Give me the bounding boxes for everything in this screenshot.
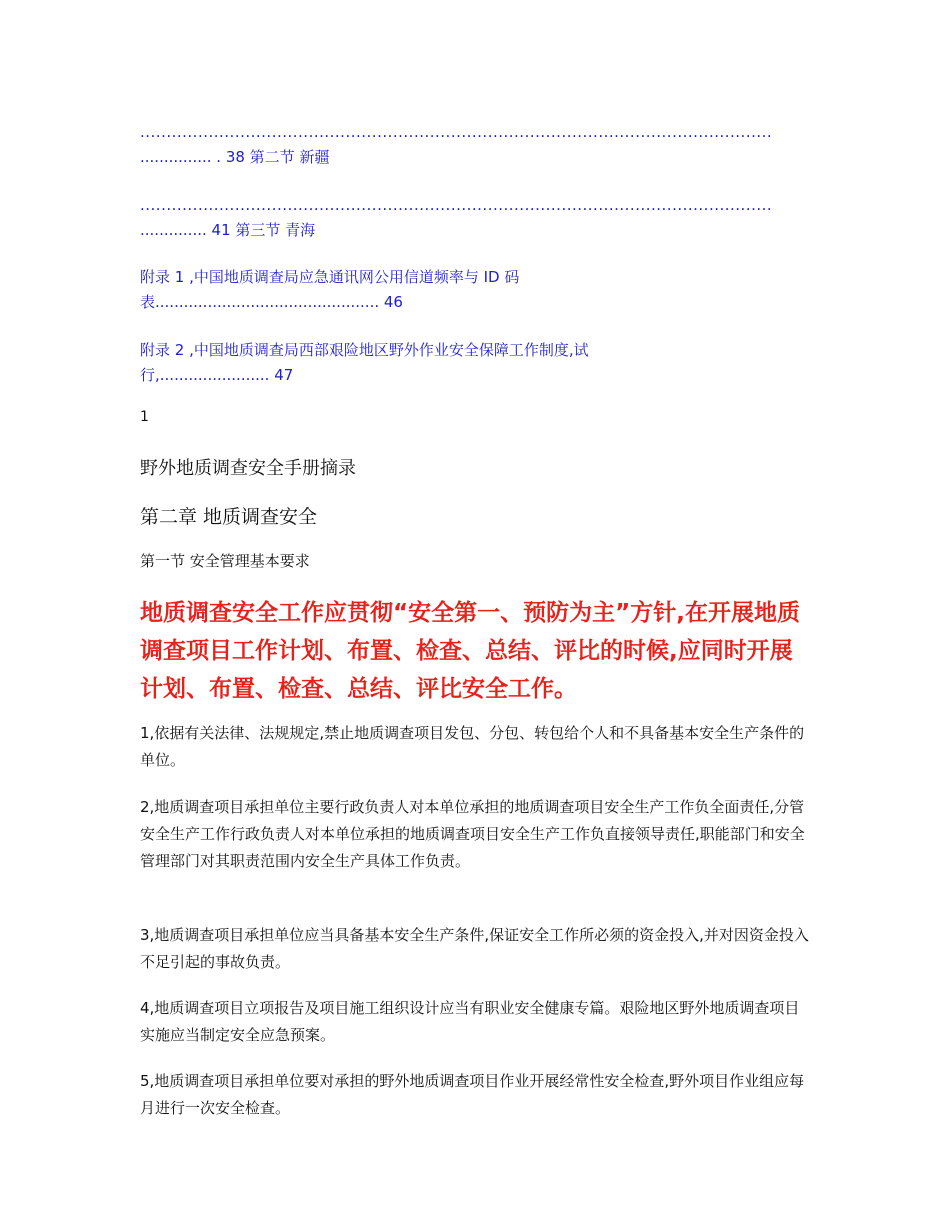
- paragraph-4: 4,地质调查项目立项报告及项目施工组织设计应当有职业安全健康专篇。艰险地区野外地质调查项目实施应当制定安全应急预案。: [140, 999, 800, 1044]
- document-title: 野外地质调查安全手册摘录: [140, 458, 356, 479]
- toc-entry-label[interactable]: 附录 2 ,中国地质调查局西部艰险地区野外作业安全保障工作制度,试: [140, 341, 589, 359]
- toc-dots: ........................................................................................................................: [140, 123, 773, 141]
- paragraph-2: 2,地质调查项目承担单位主要行政负责人对本单位承担的地质调查项目安全生产工作负全面责任,分管安全生产工作行政负责人对本单位承担的地质调查项目安全生产工作负直接领导责任,职能部门和安全管理部门对其职责范围内安全生产具体工作负责。: [140, 798, 805, 870]
- page-number: 1: [140, 409, 149, 425]
- toc-entry-qinghai[interactable]: [140, 193, 810, 243]
- paragraph-1: 1,依据有关法律、法规规定,禁止地质调查项目发包、分包、转包给个人和不具备基本安全生产条件的单位。: [140, 724, 805, 769]
- toc-entry-label[interactable]: 附录 1 ,中国地质调查局应急通讯网公用信道频率与 ID 码: [140, 268, 520, 286]
- lead-paragraph: 地质调查安全工作应贯彻“安全第一、预防为主”方针,在开展地质调查项目工作计划、布置、检查、总结、评比的时候,应同时开展计划、布置、检查、总结、评比安全工作。: [140, 600, 800, 702]
- paragraph-5: 5,地质调查项目承担单位要对承担的野外地质调查项目作业开展经常性安全检查,野外项目作业组应每月进行一次安全检查。: [140, 1072, 805, 1117]
- toc-entry-appendix-1[interactable]: [140, 265, 810, 315]
- toc-entry-label[interactable]: .............. 41 第三节 青海: [140, 221, 316, 239]
- section-heading: 第一节 安全管理基本要求: [140, 552, 310, 570]
- paragraph-3: 3,地质调查项目承担单位应当具备基本安全生产条件,保证安全工作所必须的资金投入,并对因资金投入不足引起的事故负责。: [140, 926, 809, 971]
- toc-entry-label[interactable]: 表............................................... 46: [140, 293, 403, 311]
- toc-entry-xinjiang[interactable]: [140, 120, 810, 170]
- toc-entry-label[interactable]: 行,....................... 47: [140, 366, 294, 384]
- toc-entry-appendix-2[interactable]: [140, 338, 810, 388]
- chapter-heading: 第二章 地质调查安全: [140, 506, 318, 528]
- toc-entry-label[interactable]: ............... . 38 第二节 新疆: [140, 148, 330, 166]
- toc-dots: ........................................................................................................................: [140, 196, 773, 214]
